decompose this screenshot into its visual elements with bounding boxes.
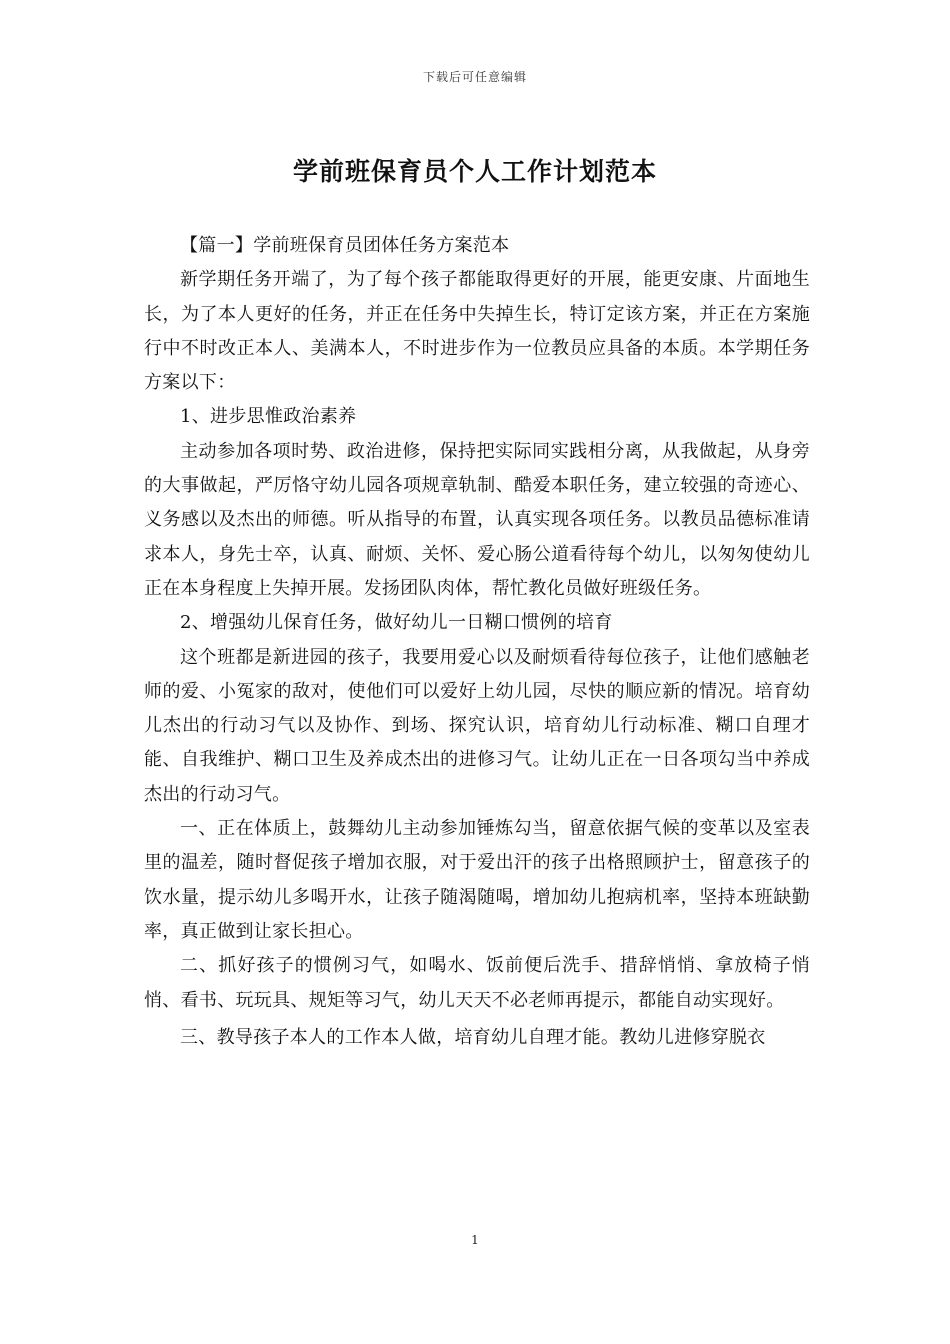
page-number: 1 bbox=[471, 1233, 479, 1247]
paragraph: 这个班都是新进园的孩子，我要用爱心以及耐烦看待每位孩子，让他们感触老师的爱、小冤家的敌对，使他们可以爱好上幼儿园，尽快的顺应新的情况。培育幼儿杰出的行动习气以及协作、到场、探究认识，培育幼儿行动标准、糊口自理才能、自我维护、糊口卫生及养成杰出的进修习气。让幼儿正在一日各项勾当中养成杰出的行动习气。 bbox=[144, 646, 810, 805]
paragraph: 主动参加各项时势、政治进修，保持把实际同实践相分离，从我做起，从身旁的大事做起，严厉恪守幼儿园各项规章轨制、酷爱本职任务，建立较强的奇迹心、义务感以及杰出的师德。听从指导的布置，认真实现各项任务。以教员品德标准请求本人，身先士卒，认真、耐烦、关怀、爱心肠公道看待每个幼儿，以匆匆使幼儿正在本身程度上失掉开展。发扬团队肉体，帮忙教化员做好班级任务。 bbox=[144, 440, 810, 599]
subheading: 1、进步思惟政治素养 bbox=[180, 406, 357, 428]
paragraph: 新学期任务开端了，为了每个孩子都能取得更好的开展，能更安康、片面地生长，为了本人更好的任务，并正在任务中失掉生长，特订定该方案，并正在方案施行中不时改正本人、美满本人，不时进步作为一位教员应具备的本质。本学期任务方案以下： bbox=[144, 269, 810, 394]
section-heading: 【篇一】学前班保育员团体任务方案范本 bbox=[180, 235, 510, 256]
document-title: 学前班保育员个人工作计划范本 bbox=[292, 157, 657, 186]
subheading: 2、增强幼儿保育任务，做好幼儿一日糊口惯例的培育 bbox=[180, 612, 613, 634]
paragraph: 一、正在体质上，鼓舞幼儿主动参加锤炼勾当，留意依据气候的变革以及室表里的温差，随时督促孩子增加衣服，对于爱出汗的孩子出格照顾护士，留意孩子的饮水量，提示幼儿多喝开水，让孩子随渴随喝，增加幼儿抱病机率，坚持本班缺勤率，真正做到让家长担心。 bbox=[144, 818, 810, 942]
paragraph: 三、教导孩子本人的工作本人做，培育幼儿自理才能。教幼儿进修穿脱衣 bbox=[180, 1026, 766, 1048]
document-body bbox=[144, 229, 810, 1055]
paragraph: 二、抓好孩子的惯例习气，如喝水、饭前便后洗手、措辞悄悄、拿放椅子悄悄、看书、玩玩具、规矩等习气，幼儿天天不必老师再提示，都能自动实现好。 bbox=[144, 955, 810, 1011]
header-note: 下载后可任意编辑 bbox=[422, 70, 527, 84]
